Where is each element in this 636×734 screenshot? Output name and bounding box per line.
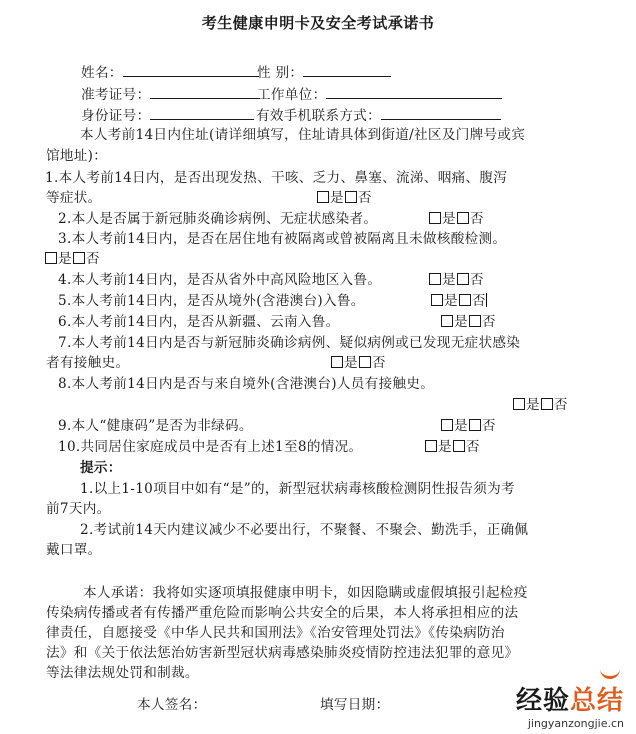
id-row	[81, 105, 254, 125]
pledge-text-4: 法》和《关于依法惩治妨害新型冠状病毒感染肺炎疫情防控违法犯罪的意见》	[46, 645, 519, 661]
item-10-text: 10.共同居住家庭成员中是否有上述1至8的情况。	[58, 439, 363, 455]
watermark-logo	[516, 680, 624, 717]
tip-1-text: 1.以上1-10项目中如有“是”的，新型冠状病毒核酸检测阴性报告须为考	[80, 481, 515, 497]
item-6-yes-checkbox[interactable]	[441, 315, 453, 327]
item-2-text: 2.本人是否属于新冠肺炎确诊病例、无症状感染者。	[58, 211, 378, 227]
phone-label: 有效手机联系方式：	[256, 108, 382, 124]
watermark-text-2: 总结	[569, 686, 624, 716]
item-8-yes-checkbox[interactable]	[513, 398, 525, 410]
item-3-yes-checkbox[interactable]	[45, 252, 57, 264]
tip-2-text-2: 戴口罩。	[46, 542, 102, 558]
watermark-url: jingyanzongjie.cn	[527, 717, 624, 730]
phone-row	[256, 105, 501, 125]
name-input[interactable]	[123, 62, 259, 77]
item-3-text: 3.本人考前14日内，是否在居住地有被隔离或曾被隔离且未做核酸检测。	[58, 231, 507, 247]
no-label: 否	[553, 397, 568, 413]
pledge-text-5: 等法律法规处罚和制裁。	[46, 665, 199, 681]
item-10-choice	[424, 438, 480, 456]
no-label: 否	[465, 439, 480, 455]
pledge-text-2: 传染病传播或者有传播严重危险而影响公共安全的后果，本人将承担相应的法	[46, 605, 519, 621]
gender-input[interactable]	[303, 62, 391, 77]
item-9-choice	[440, 417, 496, 435]
tip-2-text: 2.考试前14天内建议减少不必要出行，不聚餐、不聚会、勤洗手，正确佩	[80, 522, 529, 538]
phone-input[interactable]	[381, 105, 501, 120]
smile-logo-icon	[600, 668, 620, 679]
item-5-yes-checkbox[interactable]	[431, 294, 443, 306]
item-8-choice	[512, 396, 568, 414]
yes-label: 是	[438, 439, 452, 455]
no-label: 否	[481, 314, 496, 330]
item-1-text-2: 等症状。	[46, 190, 102, 206]
ticket-row	[81, 84, 260, 104]
item-5-no-checkbox[interactable]	[459, 294, 471, 306]
item-2-no-checkbox[interactable]	[457, 212, 469, 224]
document-title: 考生健康申明卡及安全考试承诺书	[201, 14, 435, 32]
pledge-text-1: 本人承诺：我将如实逐项填报健康申明卡，如因隐瞒或虚假填报引起检疫	[83, 585, 528, 601]
item-2-choice	[428, 210, 484, 228]
yes-label: 是	[344, 355, 358, 371]
id-input[interactable]	[150, 105, 254, 120]
yes-label: 是	[442, 211, 456, 227]
ticket-label: 准考证号：	[81, 87, 151, 103]
yes-label: 是	[444, 293, 458, 309]
tips-heading: 提示：	[80, 460, 122, 476]
yes-label: 是	[442, 272, 456, 288]
item-1-choice	[316, 189, 372, 207]
id-label: 身份证号：	[81, 108, 151, 124]
gender-row	[257, 62, 391, 82]
work-input[interactable]	[326, 84, 502, 99]
address-text-2: 馆地址)：	[46, 148, 108, 164]
item-1-text: 1.本人考前14日内，是否出现发热、干咳、乏力、鼻塞、流涕、咽痛、腹泻	[45, 170, 508, 186]
item-6-choice	[440, 313, 496, 331]
yes-label: 是	[330, 190, 344, 206]
item-1-yes-checkbox[interactable]	[317, 191, 329, 203]
item-7-no-checkbox[interactable]	[359, 356, 371, 368]
item-4-choice	[428, 271, 484, 289]
yes-label: 是	[58, 251, 72, 267]
item-10-no-checkbox[interactable]	[453, 440, 465, 452]
signature-label: 本人签名：	[137, 697, 207, 713]
date-label: 填写日期：	[320, 697, 390, 713]
item-4-no-checkbox[interactable]	[457, 273, 469, 285]
item-4-text: 4.本人考前14日内，是否从省外中高风险地区入鲁。	[58, 272, 382, 288]
item-7-choice	[330, 354, 386, 372]
item-1-no-checkbox[interactable]	[345, 191, 357, 203]
site-watermark	[516, 680, 624, 730]
watermark-text-1: 经验	[515, 686, 570, 716]
item-4-yes-checkbox[interactable]	[429, 273, 441, 285]
item-6-no-checkbox[interactable]	[469, 315, 481, 327]
pledge-text-3: 律责任，自愿接受《中华人民共和国刑法》《治安管理处罚法》《传染病防治	[46, 625, 505, 641]
item-10-yes-checkbox[interactable]	[425, 440, 437, 452]
no-label: 否	[357, 190, 372, 206]
work-row	[257, 84, 502, 104]
no-label: 否	[371, 355, 386, 371]
item-7-text-2: 者有接触史。	[46, 355, 130, 371]
ticket-input[interactable]	[150, 84, 260, 99]
item-3-choice	[44, 250, 100, 268]
text-cursor	[486, 293, 487, 307]
no-label: 否	[471, 293, 486, 309]
item-8-text: 8.本人考前14日内是否与来自境外(含港澳台)人员有接触史。	[58, 376, 435, 392]
gender-label: 性 别：	[257, 65, 304, 81]
no-label: 否	[85, 251, 100, 267]
item-3-no-checkbox[interactable]	[73, 252, 85, 264]
yes-label: 是	[454, 418, 468, 434]
tip-1-text-2: 前7天内。	[46, 501, 111, 517]
name-label: 姓名：	[81, 65, 123, 81]
item-7-text: 7.本人考前14日内是否与新冠肺炎确诊病例、疑似病例或已发现无症状感染	[58, 335, 521, 351]
item-7-yes-checkbox[interactable]	[331, 356, 343, 368]
item-9-no-checkbox[interactable]	[469, 419, 481, 431]
work-label: 工作单位：	[257, 87, 327, 103]
yes-label: 是	[454, 314, 468, 330]
item-8-no-checkbox[interactable]	[541, 398, 553, 410]
no-label: 否	[481, 418, 496, 434]
item-6-text: 6.本人考前14日内，是否从新疆、云南入鲁。	[58, 314, 340, 330]
item-9-text: 9.本人“健康码”是否为非绿码。	[58, 418, 253, 434]
no-label: 否	[469, 272, 484, 288]
yes-label: 是	[526, 397, 540, 413]
item-5-choice	[430, 292, 487, 310]
item-2-yes-checkbox[interactable]	[429, 212, 441, 224]
no-label: 否	[469, 211, 484, 227]
item-9-yes-checkbox[interactable]	[441, 419, 453, 431]
item-5-text: 5.本人考前14日内，是否从境外(含港澳台)入鲁。	[58, 293, 365, 309]
address-text-1: 本人考前14日内住址(请详细填写，住址请具体到街道/社区及门牌号或宾	[80, 127, 526, 143]
name-row	[81, 62, 259, 82]
